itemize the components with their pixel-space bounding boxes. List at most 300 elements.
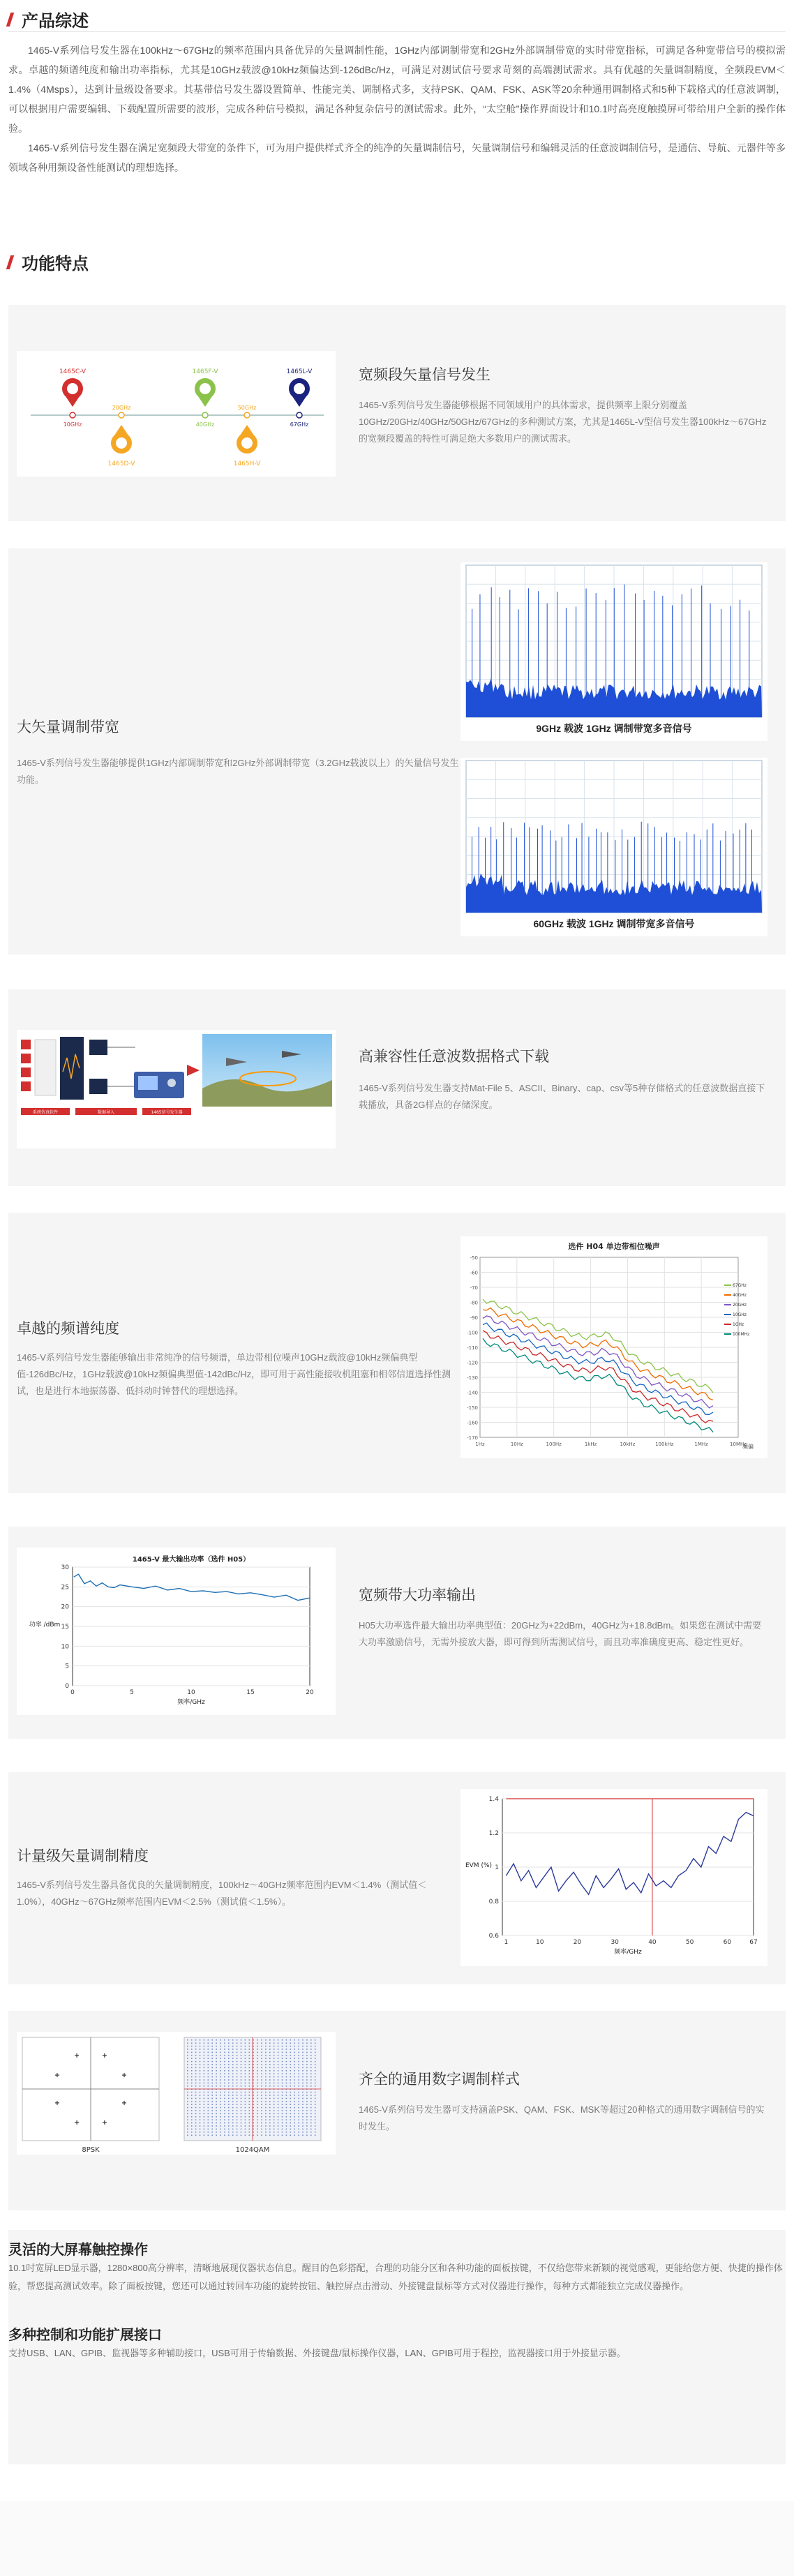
qam-point bbox=[265, 2098, 267, 2099]
qam-point bbox=[241, 2119, 242, 2120]
qam-point bbox=[310, 2113, 312, 2115]
qam-point bbox=[224, 2129, 225, 2130]
qam-point bbox=[278, 2134, 279, 2136]
qam-point bbox=[269, 2055, 271, 2056]
qam-point bbox=[191, 2119, 193, 2120]
qam-point bbox=[191, 2070, 193, 2072]
qam-point bbox=[211, 2039, 213, 2041]
phase-noise-title: 选件 H04 单边带相位噪声 bbox=[568, 1242, 660, 1251]
qam-point bbox=[208, 2067, 209, 2069]
qam-point bbox=[195, 2085, 197, 2087]
heading-accent-bar bbox=[6, 13, 14, 27]
qam-point bbox=[245, 2049, 246, 2050]
qam-point bbox=[261, 2067, 262, 2069]
qam-point bbox=[310, 2067, 312, 2069]
qam-point bbox=[274, 2079, 275, 2081]
qam-point bbox=[245, 2132, 246, 2133]
qam-point bbox=[274, 2116, 275, 2118]
qam-point bbox=[208, 2083, 209, 2084]
qam-point bbox=[278, 2098, 279, 2099]
qam-point bbox=[204, 2079, 205, 2081]
qam-point bbox=[278, 2113, 279, 2115]
qam-point bbox=[278, 2092, 279, 2093]
qam-point bbox=[278, 2042, 279, 2044]
qam-point bbox=[224, 2067, 225, 2069]
qam-point bbox=[249, 2132, 250, 2133]
qam-point bbox=[211, 2073, 213, 2074]
qam-point bbox=[298, 2073, 299, 2074]
qam-point bbox=[220, 2052, 221, 2053]
qam-point bbox=[211, 2101, 213, 2102]
qam-point bbox=[187, 2076, 188, 2078]
qam-point bbox=[224, 2092, 225, 2093]
qam-point bbox=[294, 2052, 295, 2053]
qam-point bbox=[315, 2052, 316, 2053]
qam-point bbox=[253, 2085, 254, 2087]
qam-point bbox=[257, 2098, 258, 2099]
svg-text:40GHz: 40GHz bbox=[195, 421, 215, 428]
qam-point bbox=[261, 2042, 262, 2044]
qam-point bbox=[306, 2085, 308, 2087]
qam-point bbox=[261, 2070, 262, 2072]
qam-point bbox=[224, 2076, 225, 2078]
qam-point bbox=[195, 2116, 197, 2118]
qam-point bbox=[294, 2042, 295, 2044]
qam-point bbox=[245, 2070, 246, 2072]
feature-title-interfaces: 多种控制和功能扩展接口 bbox=[8, 2328, 162, 2343]
qam-point bbox=[257, 2076, 258, 2078]
qam-point bbox=[249, 2110, 250, 2111]
evm-chart bbox=[460, 1789, 767, 1966]
qam-point bbox=[315, 2039, 316, 2041]
qam-point bbox=[220, 2107, 221, 2109]
qam-point bbox=[208, 2132, 209, 2133]
x-tick-label: 0 bbox=[70, 1689, 75, 1696]
qam-point bbox=[228, 2055, 230, 2056]
qam-point bbox=[220, 2049, 221, 2050]
qam-point bbox=[306, 2052, 308, 2053]
qam-point bbox=[249, 2129, 250, 2130]
qam-point bbox=[290, 2085, 292, 2087]
qam-point bbox=[216, 2076, 217, 2078]
qam-point bbox=[200, 2095, 201, 2096]
qam-point bbox=[269, 2110, 271, 2111]
qam-point bbox=[237, 2061, 238, 2062]
qam-point bbox=[298, 2116, 299, 2118]
qam-point bbox=[261, 2129, 262, 2130]
qam-point bbox=[278, 2104, 279, 2105]
qam-point bbox=[187, 2058, 188, 2059]
qam-point bbox=[298, 2095, 299, 2096]
frequency-range-graphic bbox=[17, 351, 336, 477]
qam-point bbox=[315, 2113, 316, 2115]
qam-point bbox=[204, 2129, 205, 2130]
qam-point bbox=[278, 2119, 279, 2120]
qam-point bbox=[241, 2076, 242, 2078]
phase-noise-ytick: -130 bbox=[467, 1375, 478, 1381]
qam-point bbox=[241, 2098, 242, 2099]
qam-point bbox=[245, 2052, 246, 2053]
y-tick-label: 1.2 bbox=[488, 1830, 499, 1837]
qam-point bbox=[195, 2042, 197, 2044]
qam-point bbox=[211, 2061, 213, 2062]
feature-title-bandwidth: 大矢量调制带宽 bbox=[17, 719, 119, 735]
qam-point bbox=[290, 2058, 292, 2059]
qam-point bbox=[228, 2116, 230, 2118]
qam-point bbox=[257, 2104, 258, 2105]
qam-point bbox=[286, 2039, 287, 2041]
qam-point bbox=[187, 2085, 188, 2087]
qam-point bbox=[195, 2098, 197, 2099]
qam-point bbox=[187, 2064, 188, 2065]
qam-point bbox=[204, 2052, 205, 2053]
feature-text-interfaces: 支持USB、LAN、GPIB、监视器等多种辅助接口，USB可用于传输数据、外接键盘/鼠标操作仪器，LAN、GPIB可用于程控，监视器接口用于外接显示器。 bbox=[8, 2348, 626, 2358]
phase-noise-xunit: 频偏 bbox=[742, 1444, 754, 1450]
qam-point bbox=[265, 2073, 267, 2074]
qam-point bbox=[204, 2046, 205, 2047]
qam-point bbox=[286, 2101, 287, 2102]
x-tick-label: 60 bbox=[723, 1939, 732, 1946]
qam-point bbox=[306, 2122, 308, 2124]
qam-point bbox=[245, 2129, 246, 2130]
qam-point bbox=[290, 2119, 292, 2120]
qam-point bbox=[191, 2052, 193, 2053]
phase-noise-xtick: 1Hz bbox=[475, 1441, 485, 1447]
qam-point bbox=[310, 2070, 312, 2072]
qam-point bbox=[261, 2104, 262, 2105]
svg-text:67GHz: 67GHz bbox=[290, 421, 309, 428]
qam-point bbox=[261, 2107, 262, 2109]
y-tick-label: 0.8 bbox=[488, 1899, 499, 1905]
qam-point bbox=[278, 2064, 279, 2065]
qam-point bbox=[278, 2101, 279, 2102]
qam-point bbox=[306, 2049, 308, 2050]
x-tick-label: 1 bbox=[504, 1939, 509, 1946]
qam-point bbox=[315, 2101, 316, 2102]
qam-point bbox=[191, 2122, 193, 2124]
qam-point bbox=[211, 2046, 213, 2047]
qam-point bbox=[200, 2067, 201, 2069]
qam-point bbox=[286, 2110, 287, 2111]
feature-text-power: H05大功率选件最大输出功率典型值：20GHz为+22dBm，40GHz为+18.8dBm。如果您在测试中需要大功率激励信号，无需外接放大器，即可得到所需测试信号，而且功率准确度更高、稳定性更好。 bbox=[359, 1620, 762, 1647]
qam-point bbox=[232, 2073, 234, 2074]
qam-point bbox=[278, 2039, 279, 2041]
qam-point bbox=[290, 2079, 292, 2081]
qam-point bbox=[245, 2076, 246, 2078]
qam-point bbox=[290, 2076, 292, 2078]
qam-point bbox=[216, 2092, 217, 2093]
qam-point bbox=[302, 2095, 304, 2096]
qam-point bbox=[237, 2067, 238, 2069]
qam-point bbox=[286, 2092, 287, 2093]
qam-point bbox=[310, 2107, 312, 2109]
qam-point bbox=[211, 2132, 213, 2133]
qam-point bbox=[274, 2134, 275, 2136]
qam-point bbox=[261, 2058, 262, 2059]
feature-title-arb: 高兼容性任意波数据格式下载 bbox=[359, 1049, 549, 1065]
qam-point bbox=[249, 2039, 250, 2041]
feature-modulation-panel bbox=[8, 2011, 786, 2210]
arb-workflow-illustration bbox=[17, 1030, 336, 1148]
qam-point bbox=[315, 2061, 316, 2062]
qam-point bbox=[237, 2107, 238, 2109]
qam-point bbox=[208, 2058, 209, 2059]
qam-point bbox=[216, 2064, 217, 2065]
qam-point bbox=[191, 2113, 193, 2115]
y-tick-label: 10 bbox=[61, 1643, 69, 1651]
qam-point bbox=[282, 2129, 283, 2130]
qam-point bbox=[232, 2039, 234, 2041]
qam-point bbox=[257, 2110, 258, 2111]
qam-point bbox=[204, 2055, 205, 2056]
qam-point bbox=[216, 2046, 217, 2047]
qam-point bbox=[211, 2119, 213, 2120]
qam-point bbox=[274, 2104, 275, 2105]
qam-point bbox=[211, 2042, 213, 2044]
qam-point bbox=[257, 2125, 258, 2127]
qam-point bbox=[253, 2119, 254, 2120]
overview-title: 产品综述 bbox=[22, 12, 89, 31]
qam-point bbox=[195, 2104, 197, 2105]
qam-point bbox=[191, 2134, 193, 2136]
qam-point bbox=[274, 2083, 275, 2084]
phase-noise-ytick: -50 bbox=[470, 1255, 478, 1261]
qam-point bbox=[274, 2110, 275, 2111]
qam-point bbox=[310, 2079, 312, 2081]
qam-point bbox=[282, 2085, 283, 2087]
qam-point bbox=[220, 2061, 221, 2062]
qam-point bbox=[216, 2083, 217, 2084]
qam-point bbox=[187, 2046, 188, 2047]
qam-point bbox=[187, 2101, 188, 2102]
qam-point bbox=[241, 2055, 242, 2056]
qam-point bbox=[274, 2101, 275, 2102]
qam-point bbox=[269, 2107, 271, 2109]
qam-point bbox=[245, 2061, 246, 2062]
qam-point bbox=[257, 2122, 258, 2124]
qam-point bbox=[261, 2061, 262, 2062]
qam-point bbox=[224, 2039, 225, 2041]
qam-point bbox=[228, 2039, 230, 2041]
qam-point bbox=[257, 2067, 258, 2069]
qam-point bbox=[290, 2049, 292, 2050]
qam-point bbox=[265, 2116, 267, 2118]
qam-point bbox=[195, 2070, 197, 2072]
qam-point bbox=[241, 2039, 242, 2041]
qam-point bbox=[187, 2110, 188, 2111]
qam-point bbox=[216, 2125, 217, 2127]
qam-point bbox=[245, 2122, 246, 2124]
x-tick-label: 15 bbox=[246, 1689, 255, 1696]
qam-point bbox=[249, 2125, 250, 2127]
qam-point bbox=[315, 2122, 316, 2124]
qam-point bbox=[232, 2134, 234, 2136]
qam-point bbox=[208, 2076, 209, 2078]
qam-point bbox=[269, 2095, 271, 2096]
qam-point bbox=[298, 2042, 299, 2044]
qam-point bbox=[200, 2046, 201, 2047]
qam-point bbox=[290, 2039, 292, 2041]
qam-point bbox=[241, 2073, 242, 2074]
y-tick-label: 5 bbox=[65, 1663, 69, 1670]
qam-point bbox=[290, 2042, 292, 2044]
qam-point bbox=[200, 2107, 201, 2109]
qam-point bbox=[302, 2067, 304, 2069]
qam-point bbox=[302, 2070, 304, 2072]
qam-point bbox=[195, 2076, 197, 2078]
qam-point bbox=[294, 2067, 295, 2069]
qam-point bbox=[232, 2104, 234, 2105]
qam-point bbox=[224, 2049, 225, 2050]
qam-point bbox=[237, 2058, 238, 2059]
x-axis-label: 频率/GHz bbox=[177, 1699, 205, 1706]
qam-point bbox=[315, 2067, 316, 2069]
qam-point bbox=[211, 2076, 213, 2078]
qam-point bbox=[204, 2070, 205, 2072]
qam-point bbox=[216, 2061, 217, 2062]
qam-point bbox=[294, 2049, 295, 2050]
qam-point bbox=[286, 2119, 287, 2120]
qam-point bbox=[249, 2092, 250, 2093]
qam-point bbox=[298, 2110, 299, 2111]
qam-point bbox=[306, 2098, 308, 2099]
qam-point bbox=[187, 2073, 188, 2074]
qam-point bbox=[282, 2116, 283, 2118]
qam-point bbox=[195, 2052, 197, 2053]
qam-point bbox=[204, 2113, 205, 2115]
qam-point bbox=[200, 2049, 201, 2050]
qam-point bbox=[290, 2064, 292, 2065]
qam-point bbox=[216, 2049, 217, 2050]
feature-power-panel bbox=[8, 1527, 786, 1739]
qam-point bbox=[306, 2110, 308, 2111]
qam-point bbox=[278, 2055, 279, 2056]
qam-point bbox=[298, 2107, 299, 2109]
qam-point bbox=[200, 2042, 201, 2044]
qam-point bbox=[220, 2101, 221, 2102]
qam-point bbox=[211, 2098, 213, 2099]
qam-point bbox=[294, 2125, 295, 2127]
qam-point bbox=[282, 2067, 283, 2069]
qam-point bbox=[187, 2095, 188, 2096]
qam-point bbox=[228, 2098, 230, 2099]
qam-point bbox=[211, 2095, 213, 2096]
qam-point bbox=[208, 2061, 209, 2062]
qam-point bbox=[274, 2125, 275, 2127]
qam-point bbox=[191, 2101, 193, 2102]
qam-point bbox=[265, 2125, 267, 2127]
qam-point bbox=[310, 2129, 312, 2130]
qam-point bbox=[274, 2067, 275, 2069]
qam-point bbox=[286, 2061, 287, 2062]
qam-point bbox=[237, 2104, 238, 2105]
qam-point bbox=[195, 2079, 197, 2081]
qam-point bbox=[187, 2042, 188, 2044]
heading-accent-bar bbox=[6, 255, 14, 269]
qam-point bbox=[298, 2132, 299, 2133]
phase-noise-ytick: -80 bbox=[470, 1300, 478, 1306]
qam-point bbox=[200, 2070, 201, 2072]
qam-point bbox=[278, 2125, 279, 2127]
qam-point bbox=[257, 2085, 258, 2087]
marker-label-1465H-V: 1465H-V bbox=[233, 460, 261, 467]
qam-point bbox=[232, 2113, 234, 2115]
qam-point bbox=[200, 2076, 201, 2078]
qam-point bbox=[216, 2116, 217, 2118]
qam-point bbox=[241, 2079, 242, 2081]
qam-point bbox=[282, 2092, 283, 2093]
qam-point bbox=[211, 2085, 213, 2087]
qam-point bbox=[249, 2122, 250, 2124]
qam-point bbox=[261, 2134, 262, 2136]
qam-point bbox=[265, 2079, 267, 2081]
qam-point bbox=[191, 2058, 193, 2059]
qam-point bbox=[232, 2119, 234, 2120]
qam-point bbox=[220, 2129, 221, 2130]
qam-point bbox=[232, 2107, 234, 2109]
qam-point bbox=[286, 2095, 287, 2096]
qam-point bbox=[228, 2076, 230, 2078]
qam-point bbox=[286, 2067, 287, 2069]
qam-point bbox=[294, 2110, 295, 2111]
qam-point bbox=[306, 2092, 308, 2093]
qam-point bbox=[220, 2113, 221, 2115]
qam-point bbox=[191, 2073, 193, 2074]
qam-point bbox=[294, 2107, 295, 2109]
qam-point bbox=[282, 2101, 283, 2102]
qam-point bbox=[294, 2119, 295, 2120]
qam-point bbox=[269, 2052, 271, 2053]
qam-point bbox=[265, 2055, 267, 2056]
qam-point bbox=[253, 2052, 254, 2053]
qam-point bbox=[315, 2125, 316, 2127]
qam-point bbox=[265, 2101, 267, 2102]
qam-point bbox=[261, 2064, 262, 2065]
qam-point bbox=[211, 2116, 213, 2118]
qam-point bbox=[269, 2116, 271, 2118]
qam-point bbox=[249, 2052, 250, 2053]
qam-point bbox=[302, 2092, 304, 2093]
qam-point bbox=[187, 2104, 188, 2105]
qam-point bbox=[211, 2083, 213, 2084]
marker-label-1465L-V: 1465L-V bbox=[286, 368, 313, 375]
qam-point bbox=[269, 2076, 271, 2078]
qam-point bbox=[191, 2116, 193, 2118]
qam-point bbox=[310, 2122, 312, 2124]
qam-point bbox=[191, 2098, 193, 2099]
qam-point bbox=[306, 2129, 308, 2130]
qam-point bbox=[211, 2125, 213, 2127]
overview-heading bbox=[8, 7, 89, 31]
qam-point bbox=[265, 2095, 267, 2096]
qam-point bbox=[191, 2079, 193, 2081]
qam-point bbox=[294, 2104, 295, 2105]
phase-noise-ytick: -120 bbox=[467, 1360, 478, 1366]
qam-point bbox=[290, 2122, 292, 2124]
x-tick-label: 67 bbox=[749, 1939, 758, 1946]
qam-point bbox=[208, 2125, 209, 2127]
qam-point bbox=[245, 2055, 246, 2056]
qam-point bbox=[298, 2085, 299, 2087]
qam-point bbox=[274, 2113, 275, 2115]
svg-text:1465信号发生器: 1465信号发生器 bbox=[151, 1110, 183, 1115]
qam-point bbox=[237, 2116, 238, 2118]
qam-point bbox=[216, 2095, 217, 2096]
qam-point bbox=[195, 2113, 197, 2115]
qam-point bbox=[232, 2067, 234, 2069]
qam-point bbox=[200, 2119, 201, 2120]
qam-point bbox=[298, 2119, 299, 2120]
